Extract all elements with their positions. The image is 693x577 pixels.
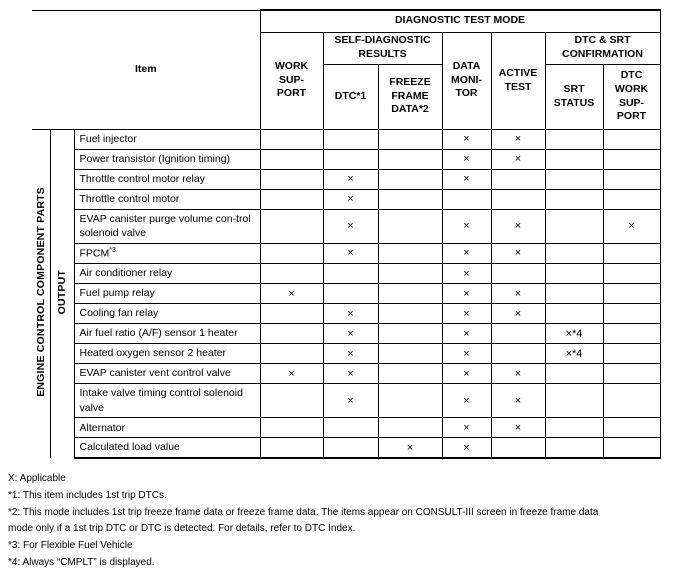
cell-data-monitor: ×: [442, 304, 491, 324]
cell-active-test: ×: [491, 129, 545, 149]
cell-freeze: [378, 243, 442, 263]
cell-srt-status: ×*4: [545, 344, 603, 364]
footnote-1: *1: This item includes 1st trip DTCs.: [8, 489, 167, 501]
row-item-text: Alternator: [79, 421, 126, 434]
cell-active-test: [491, 438, 545, 458]
cell-active-test: ×: [491, 364, 545, 384]
cell-srt-status: [545, 243, 603, 263]
header-dtc: DTC*1: [323, 64, 378, 129]
cell-srt-status: [545, 418, 603, 438]
cell-work-support: [260, 344, 323, 364]
row-item-text: Calculated load value: [79, 441, 180, 454]
row-item-text: Air fuel ratio (A/F) sensor 1 heater: [79, 327, 238, 340]
cell-work-support: [260, 129, 323, 149]
cell-srt-status: [545, 149, 603, 169]
cell-srt-status: [545, 169, 603, 189]
table-row: [32, 384, 660, 418]
cell-active-test: [491, 189, 545, 209]
cell-dtc-work: [603, 129, 660, 149]
cell-work-support: [260, 209, 323, 243]
row-item-text: EVAP canister purge volume con-trol solenoid valve: [79, 212, 251, 240]
dtc-index-link[interactable]: DTC Index: [304, 523, 353, 535]
cell-work-support: [260, 438, 323, 458]
cell-dtc-work: [603, 344, 660, 364]
footnote-2-line2: [8, 521, 692, 538]
cell-work-support: ×: [260, 364, 323, 384]
row-item-text: FPCM: [79, 247, 110, 260]
cell-data-monitor: ×: [442, 129, 491, 149]
header-item: Item: [32, 10, 260, 129]
row-item-text: Air conditioner relay: [79, 267, 173, 280]
table-row: [32, 284, 660, 304]
cell-dtc-work: [603, 418, 660, 438]
cell-data-monitor: [442, 189, 491, 209]
cell-dtc: [323, 149, 378, 169]
row-item-name: [74, 344, 260, 364]
cell-freeze: [378, 264, 442, 284]
row-item-name: [74, 149, 260, 169]
row-item-name: [74, 324, 260, 344]
row-item-name: [74, 438, 260, 458]
cell-dtc: ×: [323, 243, 378, 263]
header-data-monitor: DATA MONI-TOR: [442, 32, 491, 129]
footnotes: [8, 471, 692, 572]
cell-freeze: [378, 324, 442, 344]
row-item-name: [74, 284, 260, 304]
cell-dtc: [323, 418, 378, 438]
cell-data-monitor: ×: [442, 243, 491, 263]
row-item-name: [74, 384, 260, 418]
cell-srt-status: [545, 189, 603, 209]
row-item-name: [74, 304, 260, 324]
table-row: [32, 364, 660, 384]
diagnostic-mode-table: [32, 9, 661, 459]
cell-data-monitor: ×: [442, 149, 491, 169]
cell-freeze: [378, 284, 442, 304]
cell-freeze: [378, 209, 442, 243]
table-row: [32, 418, 660, 438]
cell-freeze: [378, 364, 442, 384]
row-item-text: Fuel injector: [79, 132, 137, 145]
cell-data-monitor: ×: [442, 344, 491, 364]
cell-freeze: [378, 304, 442, 324]
cell-srt-status: [545, 129, 603, 149]
cell-dtc-work: [603, 304, 660, 324]
cell-freeze: [378, 418, 442, 438]
table-row: [32, 264, 660, 284]
cell-dtc: ×: [323, 169, 378, 189]
cell-dtc: [323, 264, 378, 284]
cell-dtc-work: [603, 324, 660, 344]
table-row: [32, 209, 660, 243]
cell-freeze: [378, 149, 442, 169]
row-item-text: Heated oxygen sensor 2 heater: [79, 347, 227, 360]
footnote-2-period: .: [352, 523, 356, 535]
cell-srt-status: [545, 384, 603, 418]
cell-dtc: ×: [323, 304, 378, 324]
cell-work-support: [260, 264, 323, 284]
cell-dtc-work: [603, 169, 660, 189]
cell-active-test: ×: [491, 284, 545, 304]
sub-label: OUTPUT: [56, 270, 68, 315]
header-dtc-srt-confirmation: DTC & SRT CONFIRMATION: [545, 32, 660, 64]
cell-freeze: [378, 344, 442, 364]
cell-freeze: [378, 169, 442, 189]
cell-active-test: ×: [491, 149, 545, 169]
table-row: [32, 438, 660, 458]
cell-work-support: [260, 189, 323, 209]
cell-dtc-work: [603, 284, 660, 304]
cell-work-support: [260, 384, 323, 418]
row-item-name: [74, 364, 260, 384]
cell-data-monitor: ×: [442, 264, 491, 284]
cell-dtc-work: [603, 149, 660, 169]
footnote-4: *4: Always “CMPLT” is displayed.: [8, 556, 155, 568]
cell-dtc: ×: [323, 384, 378, 418]
cell-dtc-work: [603, 243, 660, 263]
row-item-text: EVAP canister vent control valve: [79, 367, 231, 380]
cell-data-monitor: ×: [442, 384, 491, 418]
cell-freeze: [378, 129, 442, 149]
cell-dtc: [323, 438, 378, 458]
group-label-cell: [32, 129, 50, 458]
table-row: [32, 169, 660, 189]
header-diagnostic-test-mode: DIAGNOSTIC TEST MODE: [260, 10, 660, 32]
cell-srt-status: [545, 304, 603, 324]
cell-work-support: [260, 149, 323, 169]
cell-dtc-work: ×: [603, 209, 660, 243]
cell-srt-status: [545, 438, 603, 458]
cell-srt-status: ×*4: [545, 324, 603, 344]
sub-label-cell: [50, 129, 74, 458]
footnote-2-line1: *2: This mode includes 1st trip freeze frame data or freeze frame data. The items appear on CONSULT-III screen in freeze frame data: [8, 506, 599, 518]
footnote-2-text: mode only if a 1st trip DTC or DTC is detected. For details, refer to: [8, 523, 302, 535]
cell-dtc: [323, 129, 378, 149]
row-item-footnote-ref: *3: [109, 246, 116, 254]
cell-srt-status: [545, 264, 603, 284]
footnote-3: *3: For Flexible Fuel Vehicle: [8, 540, 133, 552]
header-freeze-frame-data: FREEZE FRAME DATA*2: [378, 64, 442, 129]
table-row: [32, 149, 660, 169]
header-active-test: ACTIVE TEST: [491, 32, 545, 129]
cell-work-support: [260, 418, 323, 438]
row-item-name: [74, 264, 260, 284]
table-row: [32, 189, 660, 209]
cell-srt-status: [545, 209, 603, 243]
row-item-text: Power transistor (Ignition timing): [79, 152, 231, 165]
cell-dtc-work: [603, 384, 660, 418]
cell-freeze: [378, 384, 442, 418]
cell-dtc: [323, 284, 378, 304]
cell-srt-status: [545, 284, 603, 304]
cell-srt-status: [545, 364, 603, 384]
cell-freeze: ×: [378, 438, 442, 458]
cell-dtc: ×: [323, 209, 378, 243]
cell-data-monitor: ×: [442, 418, 491, 438]
cell-work-support: [260, 324, 323, 344]
row-item-name: [74, 243, 260, 263]
row-item-text: Intake valve timing control solenoid valve: [79, 387, 243, 414]
cell-active-test: [491, 324, 545, 344]
cell-dtc: ×: [323, 324, 378, 344]
cell-data-monitor: ×: [442, 364, 491, 384]
table-row: [32, 243, 660, 263]
row-item-name: [74, 418, 260, 438]
header-dtc-work-support: DTC WORK SUP-PORT: [603, 64, 660, 129]
header-self-diagnostic-results: SELF-DIAGNOSTIC RESULTS: [323, 32, 442, 64]
cell-work-support: [260, 304, 323, 324]
cell-data-monitor: ×: [442, 209, 491, 243]
cell-freeze: [378, 189, 442, 209]
cell-active-test: [491, 264, 545, 284]
header-srt-status: SRT STATUS: [545, 64, 603, 129]
row-item-text: Cooling fan relay: [79, 307, 159, 320]
header-work-support: WORK SUP-PORT: [260, 32, 323, 129]
cell-active-test: [491, 344, 545, 364]
cell-data-monitor: ×: [442, 324, 491, 344]
table-row: [32, 344, 660, 364]
row-item-text: Fuel pump relay: [79, 287, 155, 300]
row-item-name: [74, 209, 260, 243]
cell-dtc: ×: [323, 189, 378, 209]
table-row: [32, 129, 660, 149]
cell-dtc: ×: [323, 344, 378, 364]
cell-dtc-work: [603, 264, 660, 284]
table-row: [32, 304, 660, 324]
footnote-applicable: X: Applicable: [8, 473, 66, 484]
cell-active-test: ×: [491, 243, 545, 263]
cell-active-test: ×: [491, 304, 545, 324]
cell-work-support: ×: [260, 284, 323, 304]
cell-active-test: ×: [491, 209, 545, 243]
cell-dtc-work: [603, 189, 660, 209]
cell-dtc: ×: [323, 364, 378, 384]
row-item-text: Throttle control motor: [79, 192, 180, 205]
cell-active-test: ×: [491, 384, 545, 418]
cell-data-monitor: ×: [442, 169, 491, 189]
cell-data-monitor: ×: [442, 438, 491, 458]
cell-dtc-work: [603, 364, 660, 384]
row-item-text: Throttle control motor relay: [79, 172, 205, 185]
row-item-name: [74, 189, 260, 209]
cell-data-monitor: ×: [442, 284, 491, 304]
table-row: [32, 324, 660, 344]
row-item-name: [74, 169, 260, 189]
row-item-name: [74, 129, 260, 149]
cell-work-support: [260, 243, 323, 263]
cell-active-test: ×: [491, 418, 545, 438]
cell-active-test: [491, 169, 545, 189]
cell-work-support: [260, 169, 323, 189]
cell-dtc-work: [603, 438, 660, 458]
group-label: ENGINE CONTROL COMPONENT PARTS: [34, 187, 47, 398]
